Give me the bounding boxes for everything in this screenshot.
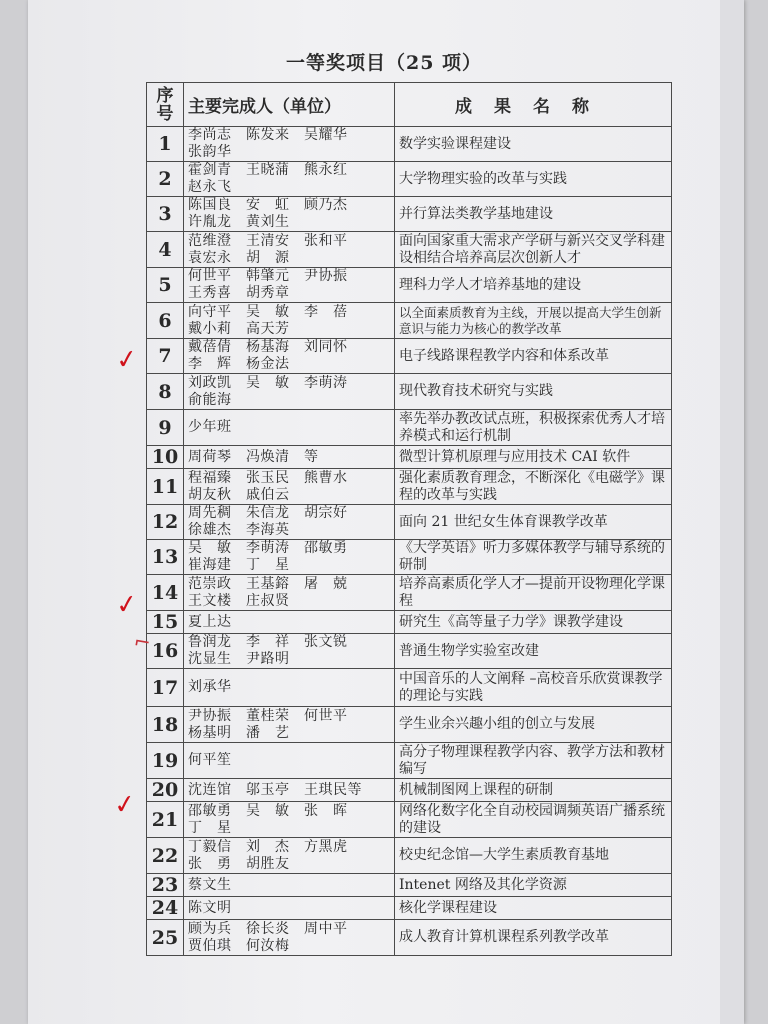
table-row: [147, 874, 672, 897]
table-row: [147, 303, 672, 339]
row-result: 电子线路课程教学内容和体系改革: [395, 339, 672, 374]
row-people: 鲁润龙 李 祥 张文锐 沈显生 尹路明: [184, 634, 395, 669]
row-people: 顾为兵 徐长炎 周中平 贾伯琪 何汝梅: [184, 920, 395, 956]
row-number: 17: [147, 669, 184, 707]
row-number: 1: [147, 127, 184, 162]
table-body: [147, 127, 672, 956]
row-number: 23: [147, 874, 184, 897]
table-row: [147, 802, 672, 838]
red-check-icon: ✓: [112, 788, 138, 822]
row-result: 微型计算机原理与应用技术 CAI 软件: [395, 446, 672, 469]
header-people: 主要完成人（单位）: [184, 83, 395, 127]
table-row: [147, 197, 672, 232]
row-people: 蔡文生: [184, 874, 395, 897]
row-people: 何平笙: [184, 743, 395, 779]
awards-table: [146, 82, 672, 956]
header-result: 成果名称: [395, 83, 672, 127]
row-result: 校史纪念馆—大学生素质教育基地: [395, 838, 672, 874]
row-people: 邵敏勇 吴 敏 张 晖 丁 星: [184, 802, 395, 838]
row-number: 4: [147, 232, 184, 268]
row-result: 面向 21 世纪女生体育课教学改革: [395, 505, 672, 540]
row-number: 16: [147, 634, 184, 669]
page-title: 一等奖项目（25 项）: [285, 52, 483, 74]
row-number: 24: [147, 897, 184, 920]
row-people: 少年班: [184, 410, 395, 446]
row-result: 面向国家重大需求产学研与新兴交叉学科建设相结合培养高层次创新人才: [395, 232, 672, 268]
red-check-icon: ✓: [114, 588, 140, 622]
row-people: 刘承华: [184, 669, 395, 707]
row-number: 10: [147, 446, 184, 469]
row-result: 成人教育计算机课程系列教学改革: [395, 920, 672, 956]
row-people: 陈文明: [184, 897, 395, 920]
row-people: 周先稠 朱信龙 胡宗好 徐雄杰 李海英: [184, 505, 395, 540]
row-result: 高分子物理课程教学内容、教学方法和教材编写: [395, 743, 672, 779]
row-number: 7: [147, 339, 184, 374]
row-people: 沈连馆 邬玉亭 王琪民等: [184, 779, 395, 802]
row-result: 数学实验课程建设: [395, 127, 672, 162]
table-row: [147, 897, 672, 920]
table-row: [147, 920, 672, 956]
row-result: 现代教育技术研究与实践: [395, 374, 672, 410]
table-row: [147, 232, 672, 268]
row-people: 丁毅信 刘 杰 方黑虎 张 勇 胡胜友: [184, 838, 395, 874]
row-people: 吴 敏 李萌涛 邵敏勇 崔海建 丁 星: [184, 540, 395, 575]
row-people: 范维澄 王清安 张和平 袁宏永 胡 源: [184, 232, 395, 268]
row-result: 以全面素质教育为主线，开展以提高大学生创新意识与能力为核心的教学改革: [395, 303, 672, 339]
row-number: 25: [147, 920, 184, 956]
header-no: 序号: [147, 83, 184, 127]
table-row: [147, 611, 672, 634]
row-number: 9: [147, 410, 184, 446]
table-row: [147, 669, 672, 707]
row-result: Intenet 网络及其化学资源: [395, 874, 672, 897]
row-number: 19: [147, 743, 184, 779]
table-row: [147, 410, 672, 446]
table-row: [147, 446, 672, 469]
row-result: 学生业余兴趣小组的创立与发展: [395, 707, 672, 743]
row-result: 《大学英语》听力多媒体教学与辅导系统的研制: [395, 540, 672, 575]
red-mark-icon: ⌐: [132, 628, 153, 656]
table-row: [147, 268, 672, 303]
row-people: 刘政凯 吴 敏 李萌涛 俞能海: [184, 374, 395, 410]
paper-edge: [720, 0, 744, 1024]
row-people: 陈国良 安 虹 顾乃杰 许胤龙 黄刘生: [184, 197, 395, 232]
row-number: 21: [147, 802, 184, 838]
row-people: 向守平 吴 敏 李 蓓 戴小莉 高天芳: [184, 303, 395, 339]
row-result: 机械制图网上课程的研制: [395, 779, 672, 802]
table-row: [147, 339, 672, 374]
row-number: 15: [147, 611, 184, 634]
row-result: 中国音乐的人文阐释 –高校音乐欣赏课教学的理论与实践: [395, 669, 672, 707]
table-row: [147, 540, 672, 575]
row-result: 理科力学人才培养基地的建设: [395, 268, 672, 303]
row-number: 18: [147, 707, 184, 743]
row-result: 核化学课程建设: [395, 897, 672, 920]
red-check-icon: ✓: [114, 343, 140, 377]
row-number: 12: [147, 505, 184, 540]
row-number: 5: [147, 268, 184, 303]
row-number: 6: [147, 303, 184, 339]
table-row: [147, 634, 672, 669]
row-number: 3: [147, 197, 184, 232]
table-row: [147, 127, 672, 162]
table-row: [147, 162, 672, 197]
row-people: 程福臻 张玉民 熊曹水 胡友秋 戚伯云: [184, 469, 395, 505]
table-row: [147, 743, 672, 779]
row-result: 大学物理实验的改革与实践: [395, 162, 672, 197]
row-number: 8: [147, 374, 184, 410]
row-people: 范崇政 王基鎔 屠 兢 王文楼 庄叔贤: [184, 575, 395, 611]
row-number: 11: [147, 469, 184, 505]
table-row: [147, 374, 672, 410]
table-row: [147, 838, 672, 874]
row-people: 周荷琴 冯焕清 等: [184, 446, 395, 469]
row-people: 戴蓓倩 杨基海 刘同怀 李 辉 杨金法: [184, 339, 395, 374]
row-result: 培养高素质化学人才—提前开设物理化学课程: [395, 575, 672, 611]
row-people: 夏上达: [184, 611, 395, 634]
row-number: 2: [147, 162, 184, 197]
table-row: [147, 575, 672, 611]
row-people: 霍剑青 王晓蒲 熊永红 赵永飞: [184, 162, 395, 197]
table-row: [147, 707, 672, 743]
table-row: [147, 469, 672, 505]
row-result: 强化素质教育理念，不断深化《电磁学》课程的改革与实践: [395, 469, 672, 505]
row-result: 率先举办教改试点班，积极探索优秀人才培养模式和运行机制: [395, 410, 672, 446]
row-result: 研究生《高等量子力学》课教学建设: [395, 611, 672, 634]
row-result: 网络化数字化全自动校园调频英语广播系统的建设: [395, 802, 672, 838]
row-result: 普通生物学实验室改建: [395, 634, 672, 669]
row-people: 何世平 韩肇元 尹协振 王秀喜 胡秀章: [184, 268, 395, 303]
row-number: 13: [147, 540, 184, 575]
row-result: 并行算法类教学基地建设: [395, 197, 672, 232]
row-number: 22: [147, 838, 184, 874]
table-header-row: [147, 83, 672, 127]
row-people: 李尚志 陈发来 吴耀华 张韵华: [184, 127, 395, 162]
table-row: [147, 505, 672, 540]
row-number: 14: [147, 575, 184, 611]
row-people: 尹协振 董桂荣 何世平 杨基明 潘 艺: [184, 707, 395, 743]
row-number: 20: [147, 779, 184, 802]
table-row: [147, 779, 672, 802]
